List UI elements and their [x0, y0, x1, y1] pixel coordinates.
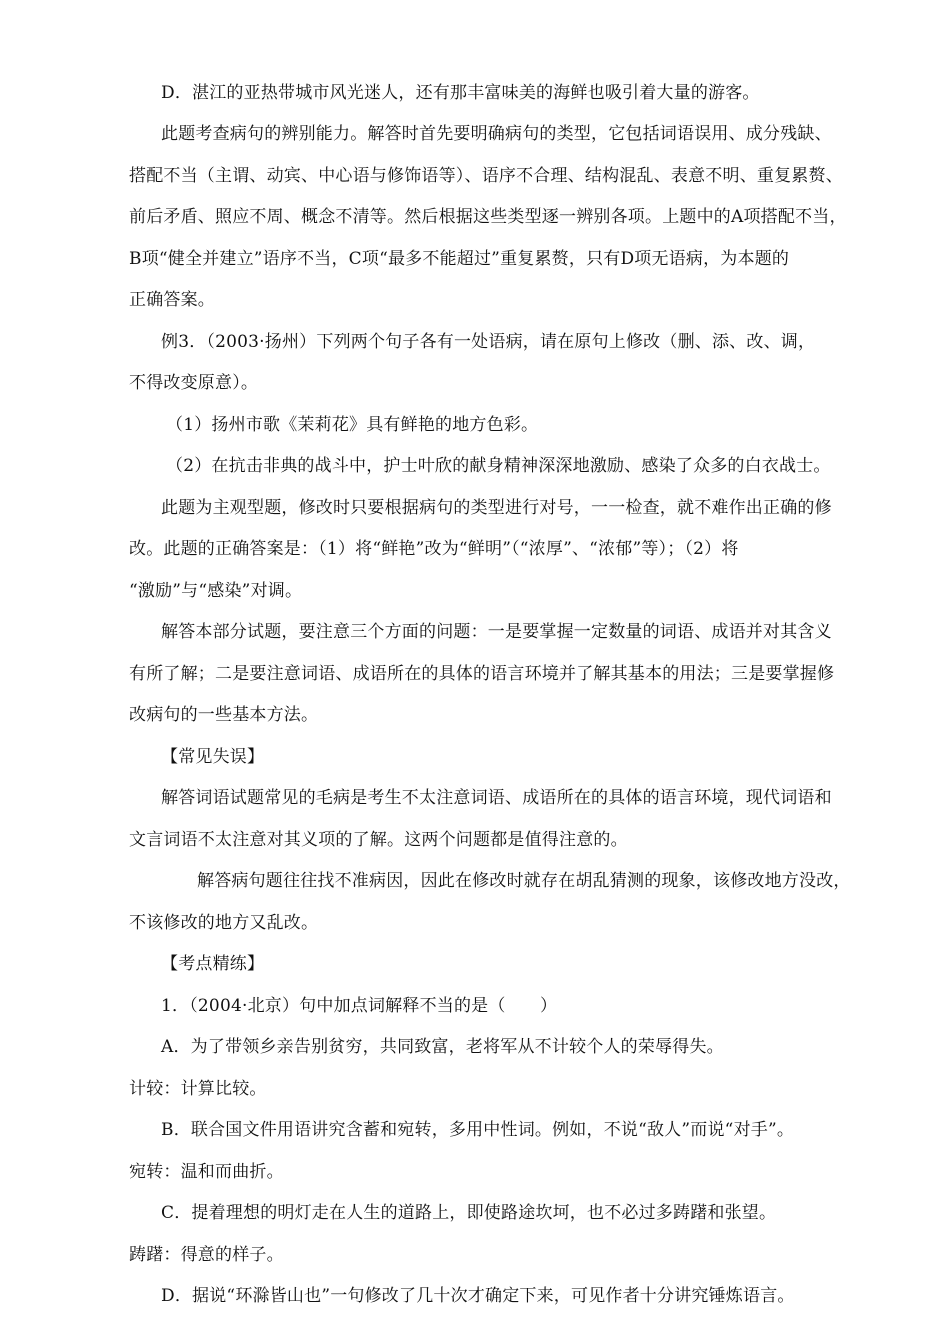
- analysis-line-2: 搭配不当（主谓、动宾、中心语与修饰语等）、语序不合理、结构混乱、表意不明、重复累赘、: [129, 166, 843, 186]
- example-3-sentence-1: （1）扬州市歌《茉莉花》具有鲜艳的地方色彩。: [166, 415, 539, 435]
- question-1-option-c: C．提着理想的明灯走在人生的道路上，即使路途坎坷，也不必过多踌躇和张望。: [161, 1203, 777, 1223]
- section-heading-common-mistakes: 【常见失误】: [161, 747, 265, 767]
- question-1-stem: 1．（2004·北京）句中加点词解释不当的是（ ）: [161, 996, 558, 1016]
- question-1-option-c-gloss: 踌躇：得意的样子。: [129, 1245, 284, 1265]
- analysis-line-3: 前后矛盾、照应不周、概念不清等。然后根据这些类型逐一辨别各项。上题中的A项搭配不当，: [129, 207, 847, 227]
- analysis-line-1: 此题考查病句的辨别能力。解答时首先要明确病句的类型，它包括词语误用、成分残缺、: [161, 124, 832, 144]
- mistakes-line-2: 文言词语不太注意对其义项的了解。这两个问题都是值得注意的。: [129, 830, 628, 850]
- question-1-option-a: A．为了带领乡亲告别贫穷，共同致富，老将军从不计较个人的荣辱得失。: [161, 1037, 724, 1057]
- question-1-option-d: D．据说“环滁皆山也”一句修改了几十次才确定下来，可见作者十分讲究锤炼语言。: [161, 1286, 795, 1306]
- question-1-option-b: B．联合国文件用语讲究含蓄和宛转，多用中性词。例如，不说“敌人”而说“对手”。: [161, 1120, 795, 1140]
- mistakes-line-1: 解答词语试题常见的毛病是考生不太注意词语、成语所在的具体的语言环境，现代词语和: [161, 788, 832, 808]
- option-d-sentence: D．湛江的亚热带城市风光迷人，还有那丰富味美的海鲜也吸引着大量的游客。: [161, 83, 760, 103]
- example-3-sentence-2: （2）在抗击非典的战斗中，护士叶欣的献身精神深深地激励、感染了众多的白衣战士。: [166, 456, 831, 476]
- example-3-title-cont: 不得改变原意）。: [129, 373, 259, 393]
- example-3-analysis-3: “激励”与“感染”对调。: [129, 581, 303, 601]
- example-3-analysis-2: 改。此题的正确答案是：（1）将“鲜艳”改为“鲜明”（“浓厚”、“浓郁”等）；（2）将: [129, 539, 739, 559]
- section-heading-practice: 【考点精练】: [161, 954, 265, 974]
- question-1-option-a-gloss: 计较：计算比较。: [129, 1079, 267, 1099]
- mistakes-line-4: 不该修改的地方又乱改。: [129, 913, 319, 933]
- summary-line-1: 解答本部分试题，要注意三个方面的问题：一是要掌握一定数量的词语、成语并对其含义: [161, 622, 832, 642]
- analysis-line-4: B项“健全并建立”语序不当，C项“最多不能超过”重复累赘，只有D项无语病，为本题的: [129, 249, 790, 269]
- example-3-analysis-1: 此题为主观型题，修改时只要根据病句的类型进行对号，一一检查，就不难作出正确的修: [161, 498, 832, 518]
- summary-line-3: 改病句的一些基本方法。: [129, 705, 319, 725]
- question-1-option-b-gloss: 宛转：温和而曲折。: [129, 1162, 284, 1182]
- example-3-title: 例3．（2003·扬州）下列两个句子各有一处语病，请在原句上修改（删、添、改、调，: [161, 332, 816, 352]
- summary-line-2: 有所了解；二是要注意词语、成语所在的具体的语言环境并了解其基本的用法；三是要掌握修: [129, 664, 835, 684]
- analysis-line-5: 正确答案。: [129, 290, 215, 310]
- mistakes-line-3: 解答病句题往往找不准病因，因此在修改时就存在胡乱猜测的现象，该修改地方没改，: [197, 871, 851, 891]
